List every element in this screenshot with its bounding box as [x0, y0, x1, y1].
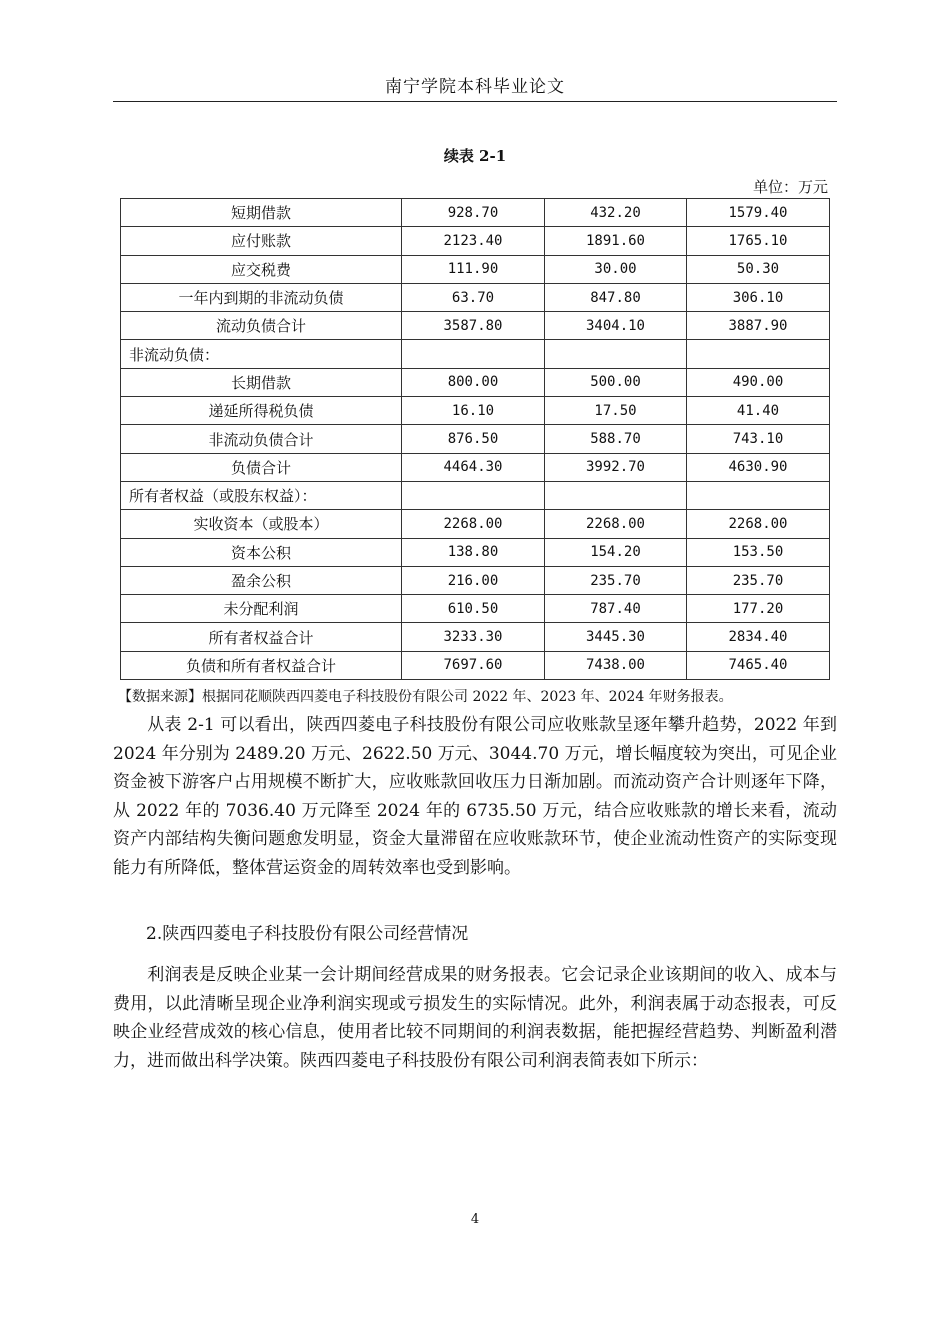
value-2024: 306.10: [687, 283, 830, 311]
value-2022: 2123.40: [402, 227, 545, 255]
running-header: 南宁学院本科毕业论文: [385, 77, 565, 97]
value-2022: 4464.30: [402, 453, 545, 481]
value-2022: 138.80: [402, 538, 545, 566]
value-2024: [687, 340, 830, 368]
value-2024: 2834.40: [687, 623, 830, 651]
value-2023: [545, 340, 687, 368]
value-2024: 153.50: [687, 538, 830, 566]
income-statement-intro-text: 利润表是反映企业某一会计期间经营成果的财务报表。它会记录企业该期间的收入、成本与费用，以此清晰呈现企业净利润实现或亏损发生的实际情况。此外，利润表属于动态报表，可反映企业经营成效的核心信息，使用者比较不同期间的利润表数据，能把握经营趋势、判断盈利潜力，进而做出科学决策。陕西四菱电子科技股份有限公司利润表简表如下所示：: [113, 965, 837, 1071]
value-2022: 928.70: [402, 199, 545, 227]
value-2023: 235.70: [545, 566, 687, 594]
value-2022: 63.70: [402, 283, 545, 311]
value-2024: 1579.40: [687, 199, 830, 227]
value-2022: 800.00: [402, 368, 545, 396]
row-label: 非流动负债：: [121, 340, 402, 368]
row-label: 负债和所有者权益合计: [121, 651, 402, 679]
table-row: [121, 481, 830, 509]
value-2023: 3992.70: [545, 453, 687, 481]
table-row: [121, 368, 830, 396]
row-label: 一年内到期的非流动负债: [121, 283, 402, 311]
value-2024: 50.30: [687, 255, 830, 283]
value-2023: 3404.10: [545, 312, 687, 340]
value-2024: 41.40: [687, 397, 830, 425]
row-label: 应交税费: [121, 255, 402, 283]
value-2024: [687, 481, 830, 509]
value-2022: 216.00: [402, 566, 545, 594]
value-2023: 500.00: [545, 368, 687, 396]
value-2022: 876.50: [402, 425, 545, 453]
value-2023: 7438.00: [545, 651, 687, 679]
value-2023: 30.00: [545, 255, 687, 283]
table-row: [121, 199, 830, 227]
value-2023: 3445.30: [545, 623, 687, 651]
value-2023: 2268.00: [545, 510, 687, 538]
row-label: 所有者权益合计: [121, 623, 402, 651]
value-2023: [545, 481, 687, 509]
value-2022: 2268.00: [402, 510, 545, 538]
value-2024: 7465.40: [687, 651, 830, 679]
table-row: [121, 651, 830, 679]
table-unit: 单位：万元: [752, 178, 828, 196]
table-row: [121, 538, 830, 566]
row-label: 资本公积: [121, 538, 402, 566]
row-label: 负债合计: [121, 453, 402, 481]
page-number: 4: [470, 1212, 480, 1227]
value-2022: 3587.80: [402, 312, 545, 340]
table-row: [121, 227, 830, 255]
data-source-note: 【数据来源】根据同花顺陕西四菱电子科技股份有限公司 2022 年、2023 年、2024 年财务报表。: [118, 689, 733, 705]
table-row: [121, 623, 830, 651]
row-label: 递延所得税负债: [121, 397, 402, 425]
row-label: 盈余公积: [121, 566, 402, 594]
value-2022: 3233.30: [402, 623, 545, 651]
value-2024: 743.10: [687, 425, 830, 453]
row-label: 非流动负债合计: [121, 425, 402, 453]
value-2022: 610.50: [402, 595, 545, 623]
value-2024: 177.20: [687, 595, 830, 623]
value-2023: 588.70: [545, 425, 687, 453]
section-heading: 2.陕西四菱电子科技股份有限公司经营情况: [146, 924, 469, 944]
row-label: 短期借款: [121, 199, 402, 227]
table-row: [121, 255, 830, 283]
value-2022: [402, 340, 545, 368]
table-row: [121, 453, 830, 481]
header-divider: [113, 101, 837, 102]
balance-sheet-body: [121, 199, 830, 680]
value-2023: 1891.60: [545, 227, 687, 255]
value-2023: 787.40: [545, 595, 687, 623]
value-2022: 111.90: [402, 255, 545, 283]
row-label: 应付账款: [121, 227, 402, 255]
value-2024: 1765.10: [687, 227, 830, 255]
table-row: [121, 340, 830, 368]
value-2023: 432.20: [545, 199, 687, 227]
table-row: [121, 510, 830, 538]
table-row: [121, 425, 830, 453]
row-label: 长期借款: [121, 368, 402, 396]
table-row: [121, 566, 830, 594]
value-2022: 7697.60: [402, 651, 545, 679]
value-2024: 235.70: [687, 566, 830, 594]
row-label: 未分配利润: [121, 595, 402, 623]
value-2023: 17.50: [545, 397, 687, 425]
value-2024: 2268.00: [687, 510, 830, 538]
table-row: [121, 397, 830, 425]
table-row: [121, 312, 830, 340]
value-2023: 847.80: [545, 283, 687, 311]
value-2022: [402, 481, 545, 509]
row-label: 实收资本（或股本）: [121, 510, 402, 538]
value-2023: 154.20: [545, 538, 687, 566]
value-2022: 16.10: [402, 397, 545, 425]
analysis-paragraph: [113, 711, 837, 882]
table-row: [121, 595, 830, 623]
income-statement-intro-paragraph: [113, 961, 837, 1075]
analysis-paragraph-text: 从表 2-1 可以看出，陕西四菱电子科技股份有限公司应收账款呈逐年攀升趋势，2022 年到 2024 年分别为 2489.20 万元、2622.50 万元、3044.70 万元，增长幅度较为突出，可见企业资金被下游客户占用规模不断扩大，应收账款回收压力日渐加剧。而流动资产合计则逐年下降，从 2022 年的 7036.40 万元降至 2024 年的 6735.50 万元，结合应收账款的增长来看，流动资产内部结构失衡问题愈发明显，资金大量滞留在应收账款环节，使企业流动性资产的实际变现能力有所降低，整体营运资金的周转效率也受到影响。: [113, 715, 837, 878]
table-title: 续表 2-1: [443, 147, 507, 165]
row-label: 所有者权益（或股东权益）：: [121, 481, 402, 509]
table-row: [121, 283, 830, 311]
row-label: 流动负债合计: [121, 312, 402, 340]
value-2024: 4630.90: [687, 453, 830, 481]
value-2024: 490.00: [687, 368, 830, 396]
balance-sheet-table: [120, 198, 830, 680]
value-2024: 3887.90: [687, 312, 830, 340]
